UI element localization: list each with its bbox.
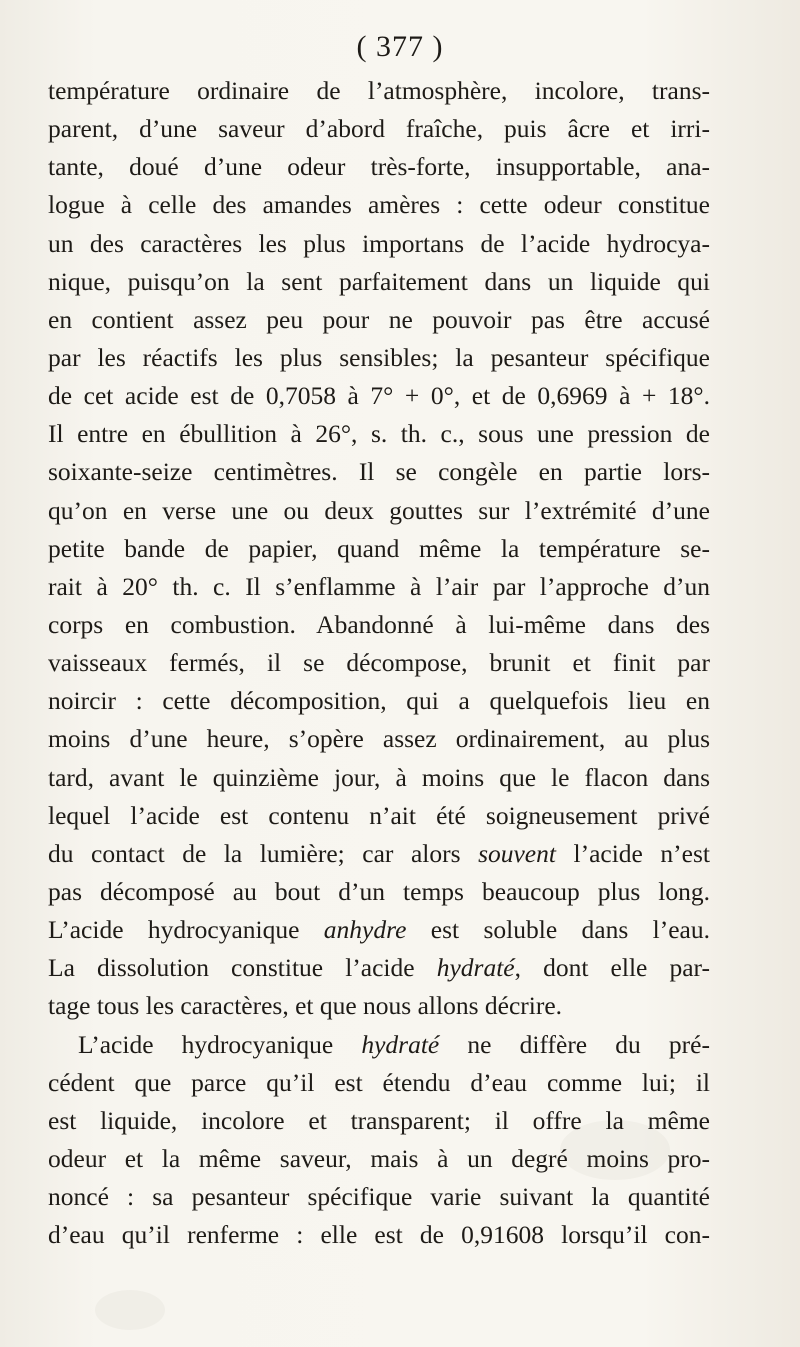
text-line (48, 835, 710, 873)
text-line: nique, puisqu’on la sent parfaitement dans un liquide qui (48, 266, 710, 296)
text-line: vaisseaux fermés, il se décompose, brunit et finit par (48, 648, 710, 678)
text-line: est liquide, incolore et transparent; il offre la même (48, 1105, 710, 1135)
text-run: est soluble dans l’eau. (406, 915, 710, 945)
text-line: moins d’une heure, s’opère assez ordinairement, au plus (48, 724, 710, 754)
text-line (48, 949, 710, 987)
text-run: L’acide hydrocyanique (78, 1029, 362, 1059)
text-line: un des caractères les plus importans de l’acide hydrocya- (48, 228, 710, 258)
text-run: ne diffère du pré- (439, 1029, 710, 1059)
text-line: corps en combustion. Abandonné à lui-même dans des (48, 609, 710, 639)
paragraph-last-line: tage tous les caractères, et que nous allons décrire. (48, 991, 563, 1021)
text-line: soixante-seize centimètres. Il se congèle en partie lors- (48, 457, 710, 487)
text-line: d’eau qu’il renferme : elle est de 0,91608 lorsqu’il con- (48, 1220, 710, 1250)
text-line: tard, avant le quinzième jour, à moins que le flacon dans (48, 762, 710, 792)
text-line: en contient assez peu pour ne pouvoir pas être accusé (48, 304, 710, 334)
text-line (48, 911, 710, 949)
text-line: petite bande de papier, quand même la température se- (48, 533, 710, 563)
text-line: cédent que parce qu’il est étendu d’eau comme lui; il (48, 1067, 710, 1097)
text-run: , dont elle par- (514, 953, 710, 983)
body-text (48, 72, 710, 1254)
italic-word: hydraté (436, 953, 515, 983)
italic-word: souvent (478, 838, 556, 868)
text-line: température ordinaire de l’atmosphère, incolore, trans- (48, 76, 710, 105)
paragraph-first-line (48, 1026, 710, 1064)
text-line: par les réactifs les plus sensibles; la pesanteur spécifique (48, 342, 710, 372)
text-line: parent, d’une saveur d’abord fraîche, puis âcre et irri- (48, 114, 710, 144)
text-run: l’acide n’est (555, 838, 710, 868)
text-line: noircir : cette décomposition, qui a quelquefois lieu en (48, 686, 710, 716)
text-run: La dissolution constitue l’acide (48, 953, 437, 983)
italic-word: hydraté (361, 1029, 440, 1059)
text-line: tante, doué d’une odeur très-forte, insupportable, ana- (48, 152, 710, 182)
text-line: de cet acide est de 0,7058 à 7° + 0°, et de 0,6969 à + 18°. (48, 381, 710, 411)
text-run: du contact de la lumière; car alors (48, 838, 479, 868)
text-line: odeur et la même saveur, mais à un degré moins pro- (48, 1143, 710, 1173)
text-line: lequel l’acide est contenu n’ait été soigneusement privé (48, 800, 710, 830)
page-number: ( 377 ) (356, 30, 444, 63)
text-line: qu’on en verse une ou deux gouttes sur l’extrémité d’une (48, 495, 710, 525)
text-run: L’acide hydrocyanique (48, 915, 324, 945)
italic-word: anhydre (323, 915, 407, 945)
text-line: logue à celle des amandes amères : cette odeur constitue (48, 190, 710, 220)
text-line: Il entre en ébullition à 26°, s. th. c., sous une pression de (48, 419, 710, 449)
page-stain (95, 1290, 165, 1330)
text-line: noncé : sa pesanteur spécifique varie suivant la quantité (48, 1182, 710, 1212)
text-line: pas décomposé au bout d’un temps beaucoup plus long. (48, 876, 710, 906)
text-line: rait à 20° th. c. Il s’enflamme à l’air par l’approche d’un (48, 571, 710, 601)
